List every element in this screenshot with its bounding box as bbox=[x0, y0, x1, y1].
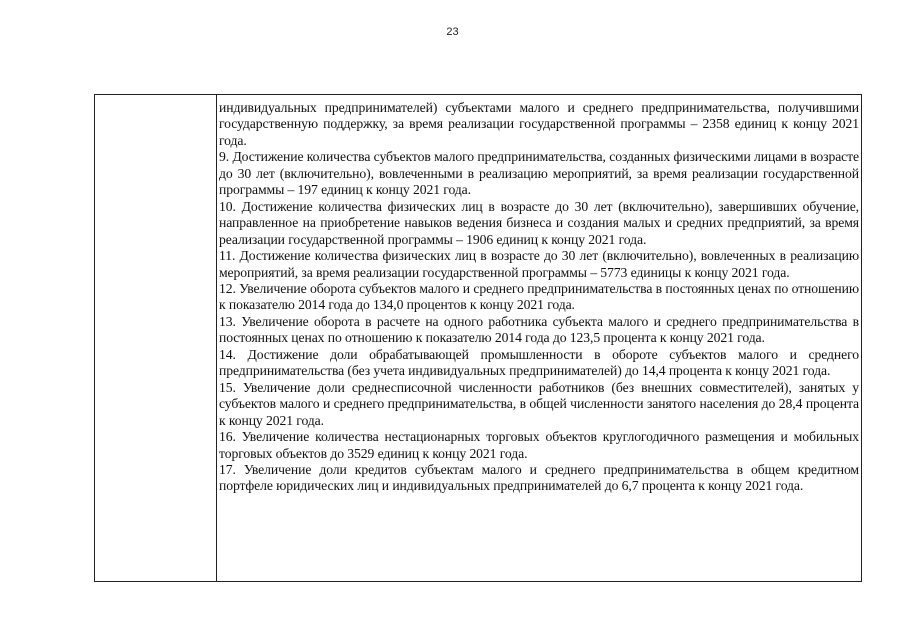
paragraph-item-12: 12. Увеличение оборота субъектов малого и среднего предпринимательства в постоянных ценах по отношению к показателю 2014 года до 134,0 процентов к концу 2021 года. bbox=[219, 280, 859, 313]
paragraph-item-14: 14. Достижение доли обрабатывающей промышленности в обороте субъектов малого и среднего предпринимательства (без учета индивидуальных предпринимателей) до 14,4 процента к концу 2021 года. bbox=[219, 346, 859, 379]
paragraph-item-11: 11. Достижение количества физических лиц в возрасте до 30 лет (включительно), вовлеченных в реализацию мероприятий, за время реализации государственной программы – 5773 единицы к концу 2021 года. bbox=[219, 248, 859, 280]
paragraph-item-10: 10. Достижение количества физических лиц в возрасте до 30 лет (включительно), завершивших обучение, направленное на приобретение навыков ведения бизнеса и создания малых и средних предприятий, за время реализации государственной программы – 1906 единиц к концу 2021 года. bbox=[219, 198, 859, 247]
column-divider bbox=[216, 95, 217, 581]
paragraph-item-9: 9. Достижение количества субъектов малого предпринимательства, созданных физическими лицами в возрасте до 30 лет (включительно), вовлеченными в реализацию мероприятий, за время реализации государственной программы – 197 единиц к концу 2021 года. bbox=[219, 149, 859, 198]
paragraph-item-13: 13. Увеличение оборота в расчете на одного работника субъекта малого и среднего предпринимательства в постоянных ценах по отношению к показателю 2014 года до 123,5 процента к концу 2021 года. bbox=[219, 313, 859, 346]
table-left-cell bbox=[95, 95, 216, 581]
page-number: 23 bbox=[446, 26, 459, 38]
document-table bbox=[94, 94, 862, 582]
paragraph-item-17: 17. Увеличение доли кредитов субъектам малого и среднего предпринимательства в общем кредитном портфеле юридических лиц и индивидуальных предпринимателей до 6,7 процента к концу 2021 года. bbox=[219, 461, 859, 494]
table-right-cell bbox=[219, 100, 859, 495]
paragraph-continuation: индивидуальных предпринимателей) субъектами малого и среднего предпринимательства, получившими государственную поддержку, за время реализации государственной программы – 2358 единиц к концу 2021 года. bbox=[219, 100, 859, 148]
paragraph-item-16: 16. Увеличение количества нестационарных торговых объектов круглогодичного размещения и мобильных торговых объектов до 3529 единиц к концу 2021 года. bbox=[219, 429, 859, 461]
paragraph-item-15: 15. Увеличение доли среднесписочной численности работников (без внешних совместителей), занятых у субъектов малого и среднего предпринимательства, в общей численности занятого населения до 28,4 процента к концу 2021 года. bbox=[219, 379, 859, 428]
